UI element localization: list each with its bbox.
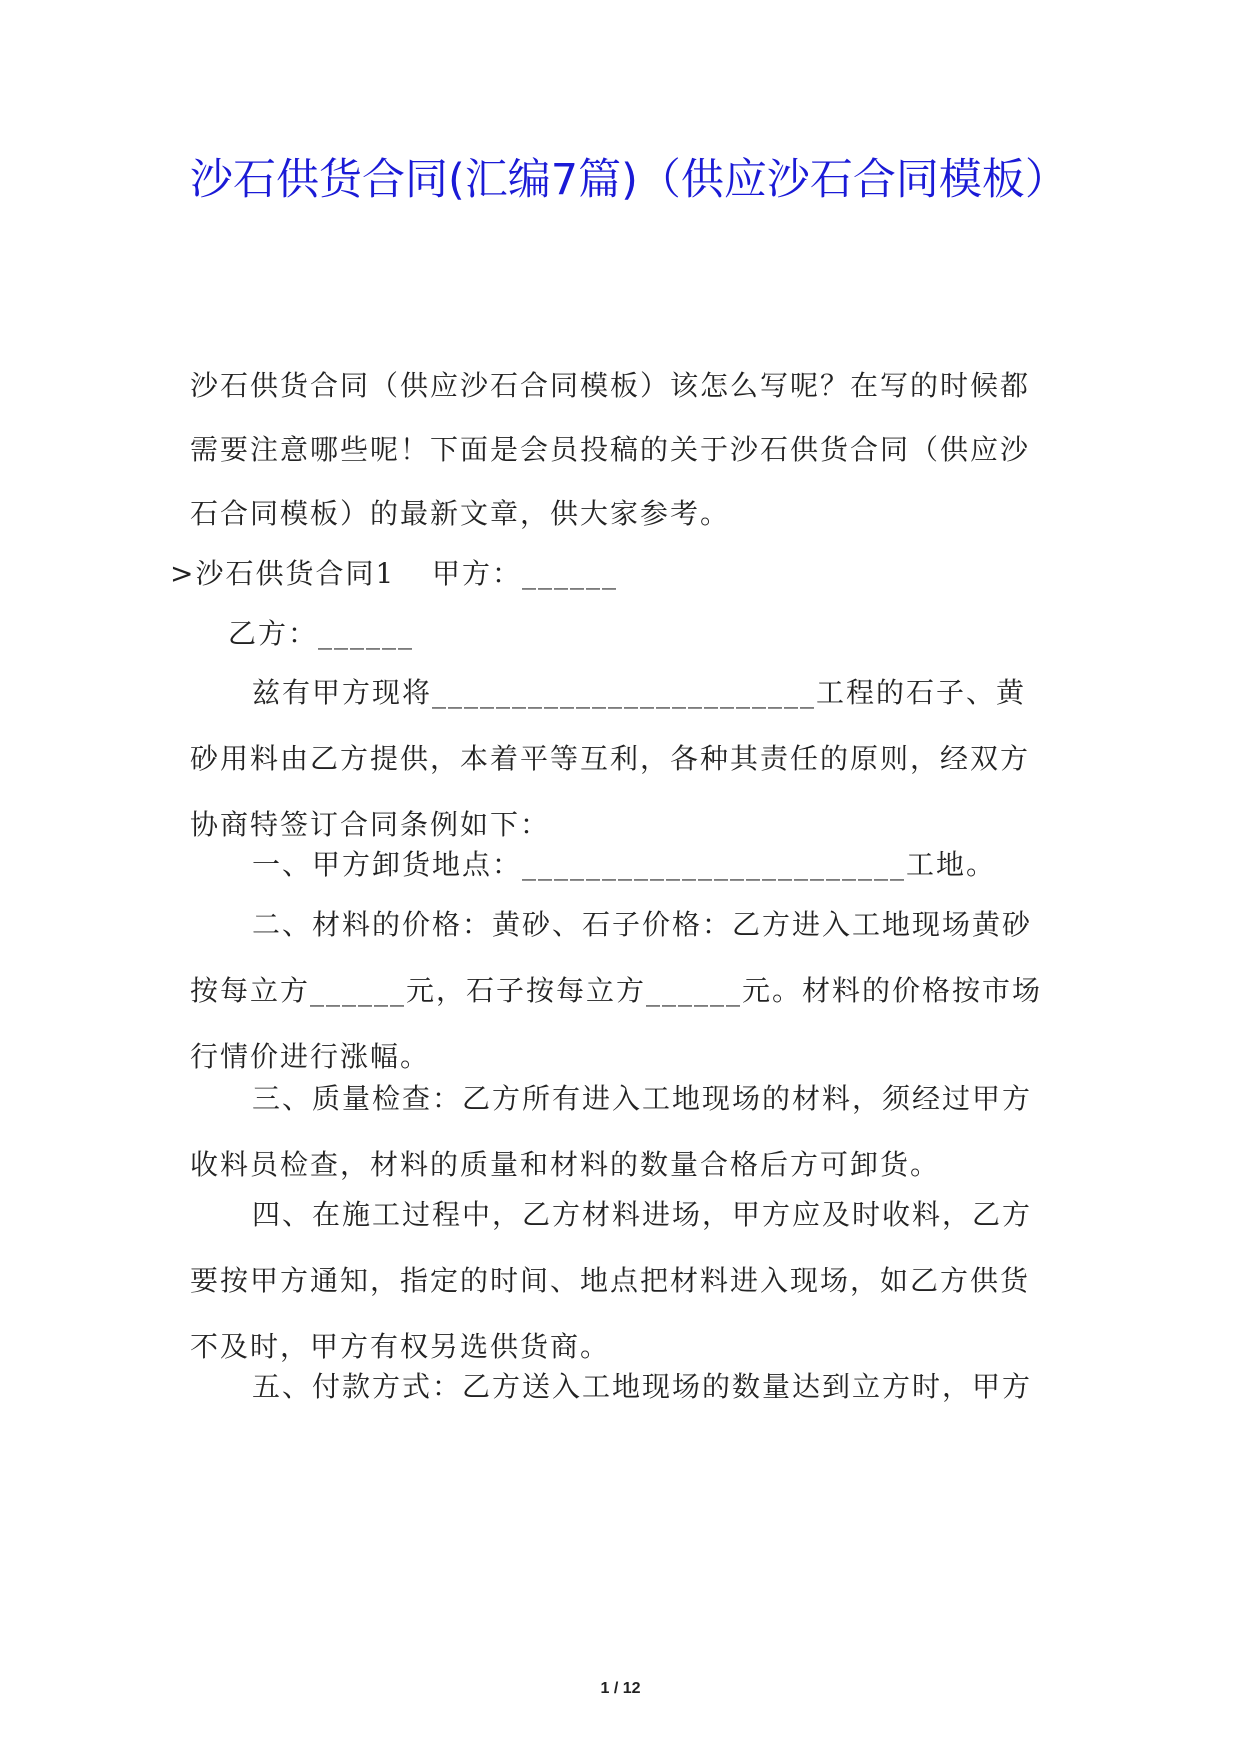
section-heading: >沙石供货合同1 — [170, 557, 396, 590]
party-a-line: 甲方：______ — [432, 557, 619, 590]
intro-paragraph: 沙石供货合同（供应沙石合同模板）该怎么写呢？在写的时候都需要注意哪些呢！下面是会员投稿的关于沙石供货合同（供应沙石合同模板）的最新文章，供大家参考。 — [190, 369, 1031, 530]
document-title: 沙石供货合同(汇编7篇)（供应沙石合同模板） — [190, 155, 1068, 205]
page-number: 1 / 12 — [600, 1680, 641, 1697]
contract-paragraph-2: 一、甲方卸货地点：________________________工地。 — [252, 848, 997, 881]
contract-paragraph-6: 五、付款方式：乙方送入工地现场的数量达到立方时，甲方 — [252, 1370, 1033, 1403]
contract-paragraph-3: 二、材料的价格：黄砂、石子价格：乙方进入工地现场黄砂按每立方______元，石子按每立方______元。材料的价格按市场行情价进行涨幅。 — [190, 908, 1043, 1073]
party-b-line: 乙方：______ — [228, 617, 415, 650]
contract-paragraph-5: 四、在施工过程中，乙方材料进场，甲方应及时收料，乙方要按甲方通知，指定的时间、地点把材料进入现场，如乙方供货不及时，甲方有权另选供货商。 — [190, 1198, 1033, 1363]
contract-paragraph-4: 三、质量检查：乙方所有进入工地现场的材料，须经过甲方收料员检查，材料的质量和材料的数量合格后方可卸货。 — [190, 1082, 1033, 1181]
contract-paragraph-1: 兹有甲方现将________________________工程的石子、黄砂用料由乙方提供，本着平等互利，各种其责任的原则，经双方协商特签订合同条例如下： — [190, 676, 1031, 841]
